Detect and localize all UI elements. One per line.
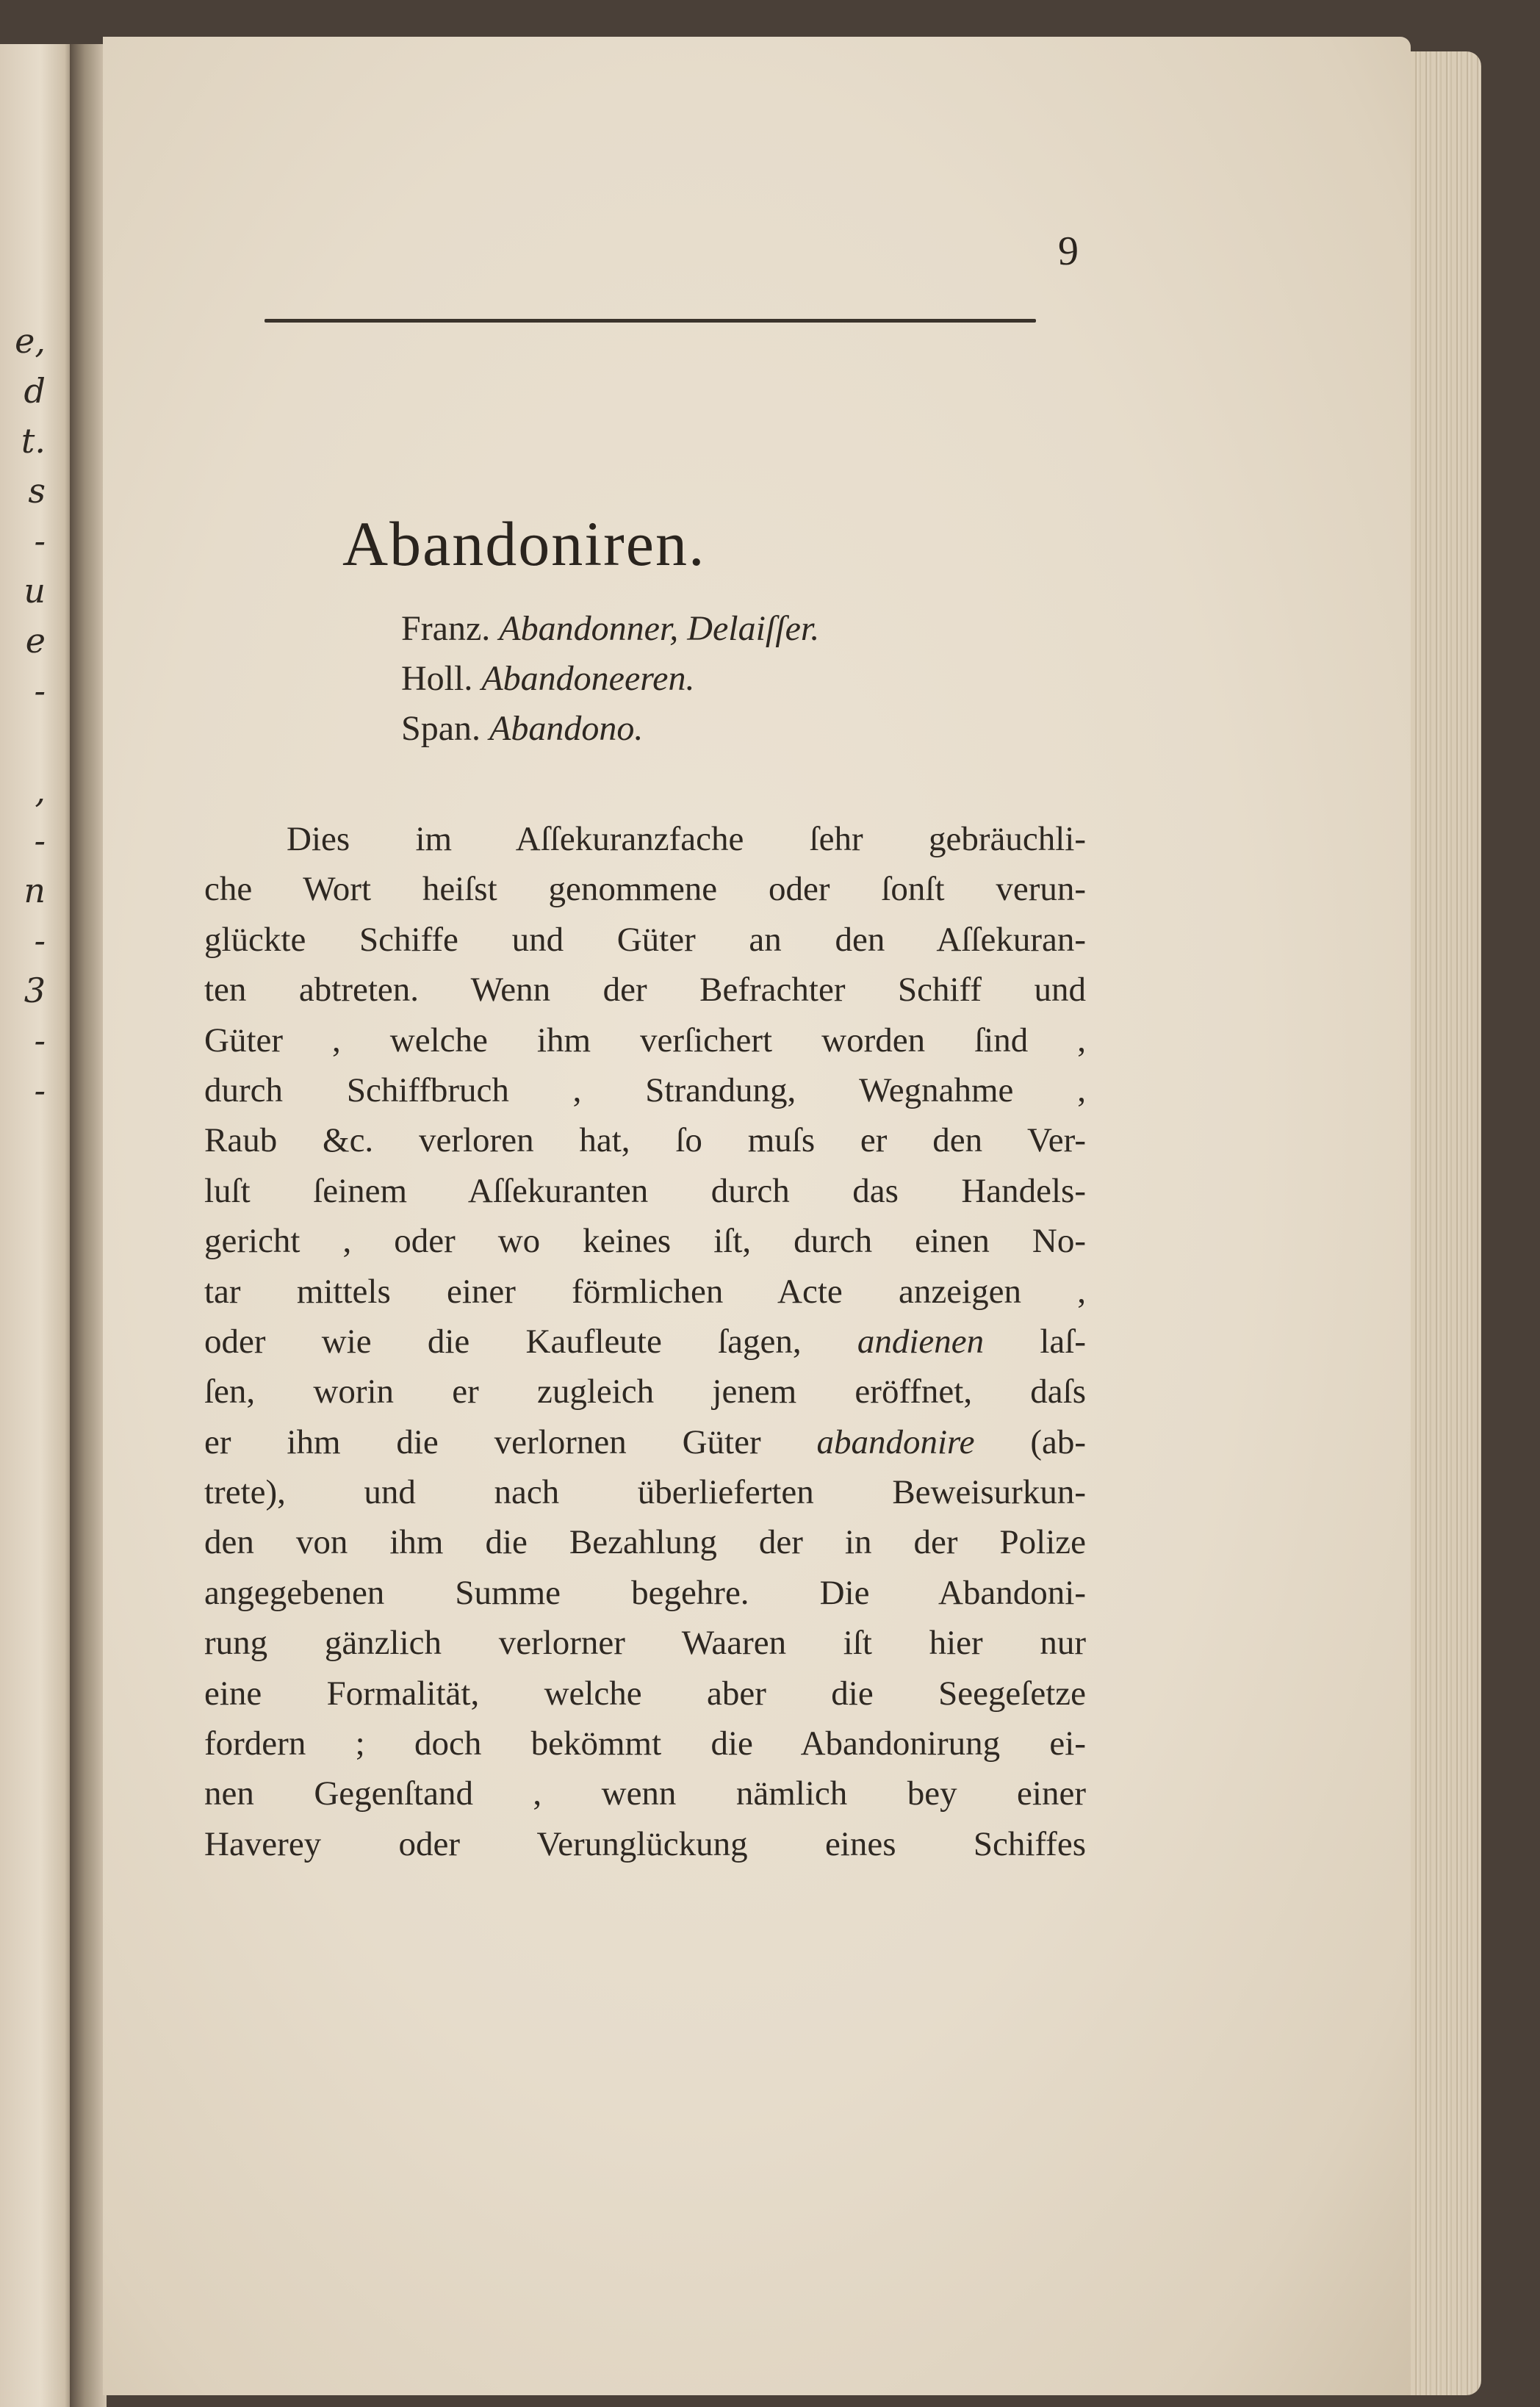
line-segment: oder wie die Kaufleute ſagen, — [204, 1322, 857, 1361]
translation-language: Holl. — [401, 659, 473, 698]
body-text-line — [204, 1467, 1086, 1517]
body-text-line — [204, 1769, 1086, 1818]
previous-page-fragment: d — [24, 371, 46, 411]
line-segment: angegebenen Summe begehre. Die Abandoni- — [204, 1573, 1086, 1612]
translation-line — [401, 704, 1062, 754]
previous-page-fragment: e — [25, 621, 46, 661]
translation-word: Abandoneeren. — [481, 659, 695, 698]
line-segment: den von ihm die Bezahlung der in der Polize — [204, 1523, 1086, 1562]
translation-line — [401, 654, 1062, 704]
body-text-line — [204, 965, 1086, 1015]
line-segment: Güter , welche ihm verſichert worden ſind , — [204, 1021, 1086, 1059]
previous-page-fragment: 3 — [24, 971, 46, 1010]
translation-word: Abandono. — [489, 709, 644, 748]
page-number: 9 — [1058, 229, 1079, 274]
italic-term: abandonire — [816, 1422, 975, 1461]
translation-language: Franz. — [401, 609, 491, 648]
previous-page-fragment: n — [24, 871, 46, 910]
previous-page-text-fragments — [1, 316, 46, 1115]
body-text-line — [204, 1166, 1086, 1216]
previous-page-fragment: e, — [15, 321, 46, 361]
body-text-line — [204, 1669, 1086, 1719]
header-rule — [265, 319, 1036, 323]
body-text-line — [204, 864, 1086, 914]
translations-list — [401, 604, 1062, 754]
body-text-line — [204, 1367, 1086, 1417]
previous-page-fragment: t. — [21, 421, 46, 461]
body-text-line — [204, 1417, 1086, 1467]
body-text-line — [204, 1216, 1086, 1266]
body-text-line — [204, 1618, 1086, 1668]
page-edge-stack — [1411, 51, 1481, 2395]
line-segment: ten abtreten. Wenn der Befrachter Schiff und — [204, 971, 1086, 1010]
previous-page-edge — [0, 44, 73, 2407]
previous-page-fragment: - — [34, 821, 46, 860]
previous-page-fragment — [1, 716, 46, 766]
previous-page-fragment: , — [35, 771, 46, 810]
previous-page-fragment: - — [34, 921, 46, 960]
body-text-line — [204, 1065, 1086, 1115]
line-segment: er ihm die verlornen Güter — [204, 1422, 817, 1461]
body-text-line — [204, 1267, 1086, 1317]
line-segment: glückte Schiffe und Güter an den Aſſekuran- — [204, 920, 1086, 959]
previous-page-fragment: - — [34, 1071, 46, 1110]
line-segment: Raub &c. verloren hat, ſo muſs er den Ver- — [204, 1121, 1086, 1160]
body-text-line — [204, 1719, 1086, 1769]
line-segment: gericht , oder wo keines iſt, durch einen No- — [204, 1222, 1086, 1261]
translation-word: Abandonner, Delaiſſer. — [499, 609, 820, 648]
previous-page-fragment: - — [34, 1021, 46, 1060]
line-segment: che Wort heiſst genommene oder ſonſt verun- — [204, 870, 1086, 909]
line-segment: Haverey oder Verunglückung eines Schiffes — [204, 1824, 1086, 1863]
translation-language: Span. — [401, 709, 481, 748]
translation-line — [401, 604, 1062, 654]
body-paragraph — [204, 814, 1086, 1869]
line-segment: ſen, worin er zugleich jenem eröffnet, daſs — [204, 1372, 1086, 1411]
line-segment: laſ- — [984, 1322, 1086, 1361]
body-text-line — [204, 1115, 1086, 1165]
body-text-line — [204, 814, 1086, 864]
body-text-line — [204, 1568, 1086, 1618]
line-segment: eine Formalität, welche aber die Seegeſetze — [204, 1674, 1086, 1713]
line-segment: luſt ſeinem Aſſekuranten durch das Handels- — [204, 1171, 1086, 1210]
line-segment: rung gänzlich verlorner Waaren iſt hier nur — [204, 1624, 1086, 1663]
line-segment: (ab- — [974, 1422, 1086, 1461]
line-segment: Dies im Aſſekuranzfache ſehr gebräuchli- — [287, 820, 1086, 858]
line-segment: durch Schiffbruch , Strandung, Wegnahme , — [204, 1071, 1086, 1109]
italic-term: andienen — [857, 1322, 985, 1361]
book-gutter — [70, 44, 107, 2407]
body-text-line — [204, 1517, 1086, 1567]
entry-title: Abandoniren. — [342, 508, 706, 579]
line-segment: tar mittels einer förmlichen Acte anzeigen , — [204, 1272, 1086, 1311]
previous-page-fragment: - — [34, 521, 46, 561]
body-text-line — [204, 1819, 1086, 1869]
line-segment: trete), und nach überlieferten Beweisurkun- — [204, 1473, 1086, 1512]
body-text-line — [204, 1015, 1086, 1065]
line-segment: nen Gegenſtand , wenn nämlich bey einer — [204, 1774, 1086, 1813]
line-segment: fordern ; doch bekömmt die Abandonirung ei- — [204, 1724, 1086, 1763]
body-text-line — [204, 915, 1086, 965]
previous-page-fragment: u — [24, 571, 46, 611]
previous-page-fragment: s — [28, 471, 46, 511]
body-text-line — [204, 1317, 1086, 1367]
previous-page-fragment: - — [34, 671, 46, 710]
